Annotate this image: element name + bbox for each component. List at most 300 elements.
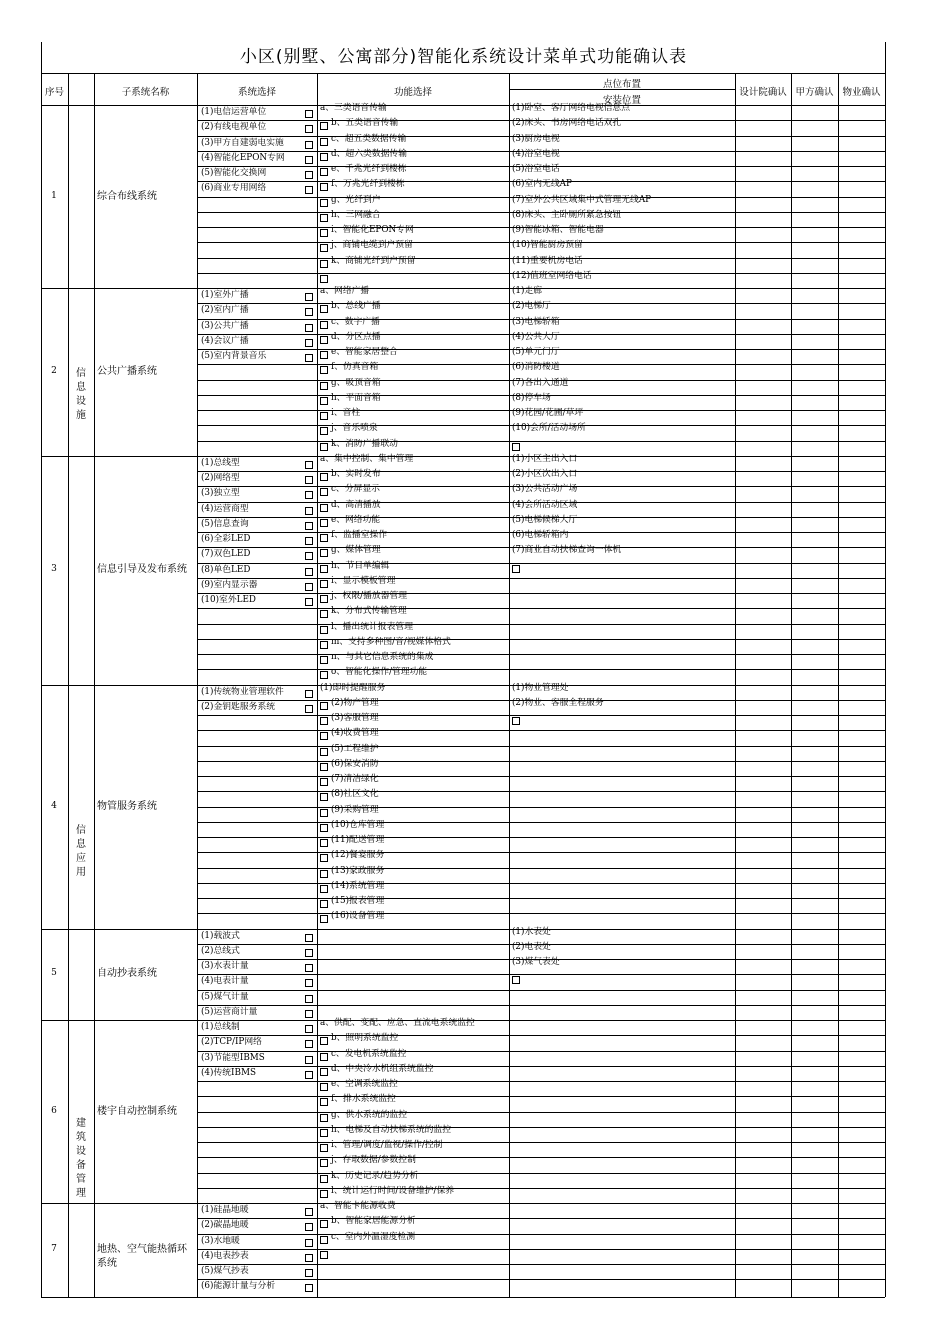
function-checkbox[interactable]	[320, 580, 328, 588]
row-line	[197, 1081, 885, 1082]
function-checkbox[interactable]	[320, 870, 328, 878]
location-option: (1)物业管理处	[512, 682, 569, 693]
system-checkbox[interactable]	[305, 491, 313, 499]
system-checkbox[interactable]	[305, 1010, 313, 1018]
location-option: (3)煤气表处	[512, 957, 560, 967]
system-option: (8)单色LED	[201, 564, 251, 575]
system-checkbox[interactable]	[305, 156, 313, 164]
function-checkbox[interactable]	[320, 351, 328, 359]
function-option: f、监播室操作	[331, 530, 388, 540]
function-checkbox[interactable]	[320, 1114, 328, 1122]
system-option: (6)商业专用网络	[201, 183, 267, 194]
system-checkbox[interactable]	[305, 1254, 313, 1262]
system-checkbox[interactable]	[305, 1284, 313, 1292]
row-line	[197, 1157, 885, 1158]
function-option: i、音柱	[331, 408, 361, 418]
function-checkbox[interactable]	[320, 717, 328, 725]
function-option: g、供水系统的监控	[331, 1109, 408, 1120]
function-option: (15)报表管理	[331, 896, 385, 906]
function-option: d、分区点播	[331, 331, 381, 342]
function-checkbox[interactable]	[320, 793, 328, 801]
section-boundary	[41, 1203, 885, 1204]
function-checkbox[interactable]	[320, 1236, 328, 1244]
subsystem-name: 信息引导及发布系统	[97, 564, 187, 576]
location-option: (10)会所/活动场所	[512, 423, 586, 434]
function-checkbox[interactable]	[320, 473, 328, 481]
location-option: (3)电梯轿箱	[512, 316, 560, 327]
function-option: b、实时发布	[331, 469, 381, 479]
function-option: (13)家政服务	[331, 865, 385, 876]
system-checkbox[interactable]	[305, 125, 313, 133]
function-option: h、电梯及自动扶梯系统的监控	[331, 1124, 452, 1135]
function-option: (11)配送管理	[331, 835, 385, 845]
row-line	[197, 1127, 885, 1128]
function-checkbox[interactable]	[320, 595, 328, 603]
location-option: (12)值班室网络电话	[512, 270, 592, 281]
system-option: (1)总线制	[201, 1022, 240, 1032]
location-checkbox[interactable]	[512, 976, 520, 984]
row-line	[197, 1279, 885, 1280]
function-option: k、商铺光纤到户预留	[331, 255, 416, 266]
page-title: 小区(别墅、公寓部分)智能化系统设计菜单式功能确认表	[239, 47, 688, 67]
location-option: (4)会所活动区域	[512, 499, 578, 510]
location-option: (9)智能冰箱、智能电器	[512, 225, 604, 235]
row-line	[197, 1035, 885, 1036]
function-checkbox[interactable]	[320, 824, 328, 832]
function-option: c、发电机系统监控	[331, 1048, 407, 1059]
function-checkbox[interactable]	[320, 275, 328, 283]
function-checkbox[interactable]	[320, 488, 328, 496]
function-option: d、高清播放	[331, 499, 381, 510]
table-top-border	[41, 73, 885, 74]
system-option: (5)智能化交换网	[201, 168, 267, 178]
function-checkbox[interactable]	[320, 504, 328, 512]
row-line	[197, 1066, 885, 1067]
function-option: e、智能家居整合	[331, 347, 398, 357]
function-option: j、存取数据/参数控制	[331, 1155, 416, 1166]
system-checkbox[interactable]	[305, 949, 313, 957]
function-option: e、千兆光纤到楼栋	[331, 164, 407, 174]
function-checkbox[interactable]	[320, 336, 328, 344]
function-checkbox[interactable]	[320, 153, 328, 161]
system-option: (3)独立型	[201, 488, 240, 499]
system-checkbox[interactable]	[305, 568, 313, 576]
system-checkbox[interactable]	[305, 522, 313, 530]
row-line	[197, 1234, 885, 1235]
header-system-choice: 系统选择	[237, 87, 276, 98]
location-option: (2)电梯厅	[512, 301, 551, 312]
function-option: b、五类语音传输	[331, 118, 399, 129]
section-boundary	[41, 456, 885, 457]
system-option: (3)节能型IBMS	[201, 1052, 265, 1063]
function-option: (1)即时提醒服务	[320, 682, 386, 693]
function-option: d、超六类数据传输	[331, 148, 408, 159]
row-line	[197, 654, 885, 655]
group-label: 信息设施	[76, 367, 86, 421]
function-checkbox[interactable]	[320, 565, 328, 573]
section-seq: 6	[51, 1105, 57, 1116]
function-checkbox[interactable]	[320, 854, 328, 862]
system-checkbox[interactable]	[305, 1071, 313, 1079]
function-checkbox[interactable]	[320, 641, 328, 649]
system-checkbox[interactable]	[305, 598, 313, 606]
table-right-border	[885, 42, 886, 1297]
row-line	[197, 1264, 885, 1265]
location-option: (1)小区主出入口	[512, 453, 578, 464]
header-subsystem: 子系统名称	[121, 87, 170, 98]
function-checkbox[interactable]	[320, 656, 328, 664]
function-checkbox[interactable]	[320, 732, 328, 740]
function-checkbox[interactable]	[320, 1083, 328, 1091]
location-option: (2)电表处	[512, 941, 551, 952]
function-option: (14)系统管理	[331, 880, 385, 891]
row-line	[197, 807, 885, 808]
section-seq: 3	[51, 564, 57, 575]
row-line	[197, 883, 885, 884]
system-checkbox[interactable]	[305, 1056, 313, 1064]
section-seq: 2	[51, 365, 57, 376]
function-checkbox[interactable]	[320, 138, 328, 146]
function-checkbox[interactable]	[320, 1098, 328, 1106]
system-checkbox[interactable]	[305, 1223, 313, 1231]
header-seq: 序号	[44, 87, 64, 98]
function-option: k、消防广播联动	[331, 438, 398, 449]
row-line	[197, 639, 885, 640]
section-boundary	[41, 105, 885, 106]
system-checkbox[interactable]	[305, 1239, 313, 1247]
system-option: (2)有线电视单位	[201, 122, 267, 133]
function-checkbox[interactable]	[320, 1251, 328, 1259]
function-checkbox[interactable]	[320, 549, 328, 557]
section-seq: 7	[51, 1244, 57, 1254]
system-checkbox[interactable]	[305, 979, 313, 987]
system-option: (3)公共广播	[201, 320, 249, 331]
subsystem-name: 自动抄表系统	[97, 968, 157, 980]
function-checkbox[interactable]	[320, 519, 328, 527]
location-option: (1)水表处	[512, 926, 551, 937]
system-checkbox[interactable]	[305, 110, 313, 118]
location-option: (7)各出入通道	[512, 377, 569, 388]
system-option: (2)金钥匙服务系统	[201, 701, 276, 712]
row-line	[197, 746, 885, 747]
function-checkbox[interactable]	[320, 1053, 328, 1061]
system-option: (1)硅晶地暖	[201, 1205, 249, 1215]
system-checkbox[interactable]	[305, 308, 313, 316]
section-seq: 4	[51, 800, 57, 811]
row-line	[197, 669, 885, 670]
function-checkbox[interactable]	[320, 229, 328, 237]
function-checkbox[interactable]	[320, 321, 328, 329]
system-checkbox[interactable]	[305, 324, 313, 332]
section-seq: 1	[51, 190, 57, 201]
function-option: (8)社区文化	[331, 789, 379, 800]
row-line	[197, 1096, 885, 1097]
function-checkbox[interactable]	[320, 427, 328, 435]
function-option: i、显示模板管理	[331, 575, 396, 586]
grid-line	[94, 73, 95, 105]
system-checkbox[interactable]	[305, 186, 313, 194]
system-checkbox[interactable]	[305, 339, 313, 347]
header-party-a-confirm: 甲方确认	[795, 87, 834, 98]
function-option: b、照明系统监控	[331, 1033, 399, 1044]
system-checkbox[interactable]	[305, 995, 313, 1003]
row-line	[197, 1249, 885, 1250]
function-option: k、分布式传输管理	[331, 606, 407, 617]
group-divider	[94, 105, 95, 685]
row-line	[197, 791, 885, 792]
row-line	[197, 593, 885, 594]
system-option: (2)室内广播	[201, 305, 249, 316]
system-option: (5)煤气计量	[201, 991, 249, 1002]
system-checkbox[interactable]	[305, 461, 313, 469]
function-option: f、万兆光纤到楼栋	[331, 179, 405, 190]
location-option: (5)单元门厅	[512, 347, 560, 357]
function-option: (16)设备管理	[331, 911, 385, 922]
function-checkbox[interactable]	[320, 412, 328, 420]
system-checkbox[interactable]	[305, 705, 313, 713]
location-option: (6)电梯轿箱内	[512, 530, 569, 540]
function-checkbox[interactable]	[320, 626, 328, 634]
function-option: f、排水系统监控	[331, 1094, 396, 1105]
function-checkbox[interactable]	[320, 778, 328, 786]
system-checkbox[interactable]	[305, 934, 313, 942]
system-option: (2)总线式	[201, 945, 240, 956]
system-option: (1)载波式	[201, 930, 240, 941]
system-option: (7)双色LED	[201, 549, 251, 560]
function-checkbox[interactable]	[320, 260, 328, 268]
function-checkbox[interactable]	[320, 214, 328, 222]
function-checkbox[interactable]	[320, 702, 328, 710]
system-option: (2)网络型	[201, 473, 240, 483]
function-option: e、网络功能	[331, 514, 381, 525]
location-option: (7)商业自动扶梯查询一体机	[512, 545, 622, 556]
row-line	[197, 776, 885, 777]
function-checkbox[interactable]	[320, 382, 328, 390]
header-design-confirm: 设计院确认	[739, 87, 787, 98]
function-checkbox[interactable]	[320, 168, 328, 176]
function-option: f、仿真音箱	[331, 362, 379, 373]
group-divider	[94, 1020, 95, 1297]
function-option: (4)收费管理	[331, 728, 379, 739]
function-checkbox[interactable]	[320, 397, 328, 405]
row-line	[197, 761, 885, 762]
system-option: (2)碳晶地暖	[201, 1220, 249, 1231]
system-checkbox[interactable]	[305, 293, 313, 301]
row-line	[197, 822, 885, 823]
header-sub-divider	[509, 89, 735, 90]
system-checkbox[interactable]	[305, 507, 313, 515]
row-line	[197, 913, 885, 914]
location-option: (6)消防楼道	[512, 362, 560, 373]
row-line	[197, 563, 885, 564]
function-checkbox[interactable]	[320, 183, 328, 191]
system-option: (4)电表计量	[201, 976, 249, 987]
row-line	[197, 1051, 885, 1052]
function-option: (3)客服管理	[331, 713, 379, 723]
location-option: (9)花园/花圃/草坪	[512, 408, 584, 418]
function-option: i、智能化EPON专网	[331, 225, 414, 235]
location-option: (4)公共大厅	[512, 331, 560, 342]
function-option: g、媒体管理	[331, 545, 381, 556]
function-checkbox[interactable]	[320, 1159, 328, 1167]
location-option: (6)室内无线AP	[512, 179, 572, 190]
row-line	[197, 990, 885, 991]
row-line	[197, 441, 885, 442]
location-option: (1)卧室、客厅网络电视信息点	[512, 103, 631, 113]
header-property-confirm: 物业确认	[842, 87, 881, 98]
group-label: 信息应用	[76, 825, 86, 879]
system-checkbox[interactable]	[305, 1040, 313, 1048]
row-line	[197, 837, 885, 838]
system-option: (1)传统物业管理软件	[201, 686, 284, 697]
function-checkbox[interactable]	[320, 1220, 328, 1228]
system-checkbox[interactable]	[305, 141, 313, 149]
location-checkbox[interactable]	[512, 717, 520, 725]
function-option: n、与其它信息系统的集成	[331, 652, 434, 662]
function-option: j、音乐喷泉	[331, 423, 378, 434]
function-checkbox[interactable]	[320, 1068, 328, 1076]
function-option: m、支持多种图/音/视媒体格式	[331, 636, 451, 647]
function-checkbox[interactable]	[320, 244, 328, 252]
location-option: (2)小区次出入口	[512, 469, 578, 479]
system-option: (5)信息查询	[201, 518, 249, 529]
function-option: l、播出统计报表管理	[331, 621, 413, 632]
function-checkbox[interactable]	[320, 443, 328, 451]
location-option: (2)床头、书房网络电话双孔	[512, 118, 622, 129]
function-checkbox[interactable]	[320, 915, 328, 923]
location-option: (4)浴室电视	[512, 148, 560, 159]
function-option: a、智能卡能源收费	[320, 1201, 396, 1211]
function-option: h、节目单编辑	[331, 560, 390, 571]
system-option: (5)室内背景音乐	[201, 351, 267, 361]
row-line	[197, 1112, 885, 1113]
function-option: j、权限/播放器管理	[331, 591, 408, 601]
function-checkbox[interactable]	[320, 1190, 328, 1198]
group-divider	[94, 685, 95, 1021]
system-checkbox[interactable]	[305, 171, 313, 179]
system-checkbox[interactable]	[305, 552, 313, 560]
row-line	[197, 898, 885, 899]
function-checkbox[interactable]	[320, 900, 328, 908]
function-option: i、管理/调度/监视/操作/控制	[331, 1140, 443, 1150]
system-option: (10)室外LED	[201, 595, 256, 605]
function-option: c、室内外温湿度检测	[331, 1231, 416, 1242]
row-line	[197, 868, 885, 869]
function-checkbox[interactable]	[320, 610, 328, 618]
function-checkbox[interactable]	[320, 839, 328, 847]
function-checkbox[interactable]	[320, 1129, 328, 1137]
system-option: (5)煤气抄表	[201, 1266, 249, 1276]
row-line	[197, 1173, 885, 1174]
function-option: (2)物产管理	[331, 697, 379, 708]
function-checkbox[interactable]	[320, 122, 328, 130]
row-line	[197, 578, 885, 579]
function-checkbox[interactable]	[320, 1037, 328, 1045]
system-option: (4)智能化EPON专网	[201, 152, 285, 163]
system-option: (1)总线型	[201, 457, 240, 468]
row-line	[197, 1142, 885, 1143]
system-option: (3)甲方自建弱电实施	[201, 137, 284, 148]
function-option: a、网络广播	[320, 286, 370, 296]
function-checkbox[interactable]	[320, 305, 328, 313]
group-label: 建筑设备管理	[76, 1117, 86, 1199]
subsystem-name: 物管服务系统	[97, 800, 157, 812]
system-checkbox[interactable]	[305, 476, 313, 484]
function-option: c、数字广播	[331, 316, 380, 327]
function-checkbox[interactable]	[320, 671, 328, 679]
header-function-choice: 功能选择	[393, 87, 432, 98]
function-checkbox[interactable]	[320, 1175, 328, 1183]
system-checkbox[interactable]	[305, 964, 313, 972]
function-option: k、历史记录/趋势分析	[331, 1170, 419, 1181]
section-seq: 5	[51, 968, 57, 979]
row-line	[197, 730, 885, 731]
location-option: (2)物业、客服全程服务	[512, 697, 604, 708]
system-option: (9)室内显示器	[201, 579, 258, 590]
location-option: (3)厨房电视	[512, 133, 560, 144]
system-option: (3)水表计量	[201, 961, 249, 971]
function-option: (5)工程维护	[331, 743, 379, 754]
function-checkbox[interactable]	[320, 748, 328, 756]
row-line	[197, 1218, 885, 1219]
function-checkbox[interactable]	[320, 885, 328, 893]
function-option: e、空调系统监控	[331, 1079, 398, 1089]
function-checkbox[interactable]	[320, 809, 328, 817]
location-option: (8)床头、主卧厕所紧急按钮	[512, 209, 622, 220]
system-checkbox[interactable]	[305, 537, 313, 545]
function-option: a、供配、变配、应急、直流电系统监控	[320, 1018, 475, 1028]
table-bottom-border	[41, 1297, 885, 1298]
function-checkbox[interactable]	[320, 199, 328, 207]
system-checkbox[interactable]	[305, 1208, 313, 1216]
function-checkbox[interactable]	[320, 1144, 328, 1152]
system-checkbox[interactable]	[305, 1025, 313, 1033]
system-checkbox[interactable]	[305, 354, 313, 362]
function-option: l、统计运行时间/设备维护/保养	[331, 1185, 455, 1196]
function-checkbox[interactable]	[320, 366, 328, 374]
system-checkbox[interactable]	[305, 690, 313, 698]
system-option: (4)传统IBMS	[201, 1067, 257, 1078]
section-boundary	[41, 685, 885, 686]
section-boundary	[41, 288, 885, 289]
function-option: c、分屏显示	[331, 484, 380, 495]
row-line	[197, 974, 885, 975]
function-option: b、总线广播	[331, 301, 381, 312]
function-option: c、超五类数据传输	[331, 133, 407, 144]
function-option: (7)清洁绿化	[331, 774, 379, 784]
system-checkbox[interactable]	[305, 1269, 313, 1277]
location-checkbox[interactable]	[512, 443, 520, 451]
row-line	[197, 852, 885, 853]
system-option: (4)会议广播	[201, 335, 249, 346]
location-option: (11)重要机房电话	[512, 255, 583, 266]
system-option: (1)电信运营单位	[201, 107, 267, 117]
location-checkbox[interactable]	[512, 565, 520, 573]
function-option: (12)餐宴服务	[331, 850, 385, 861]
function-option: a、集中控制、集中管理	[320, 453, 414, 464]
function-checkbox[interactable]	[320, 534, 328, 542]
system-option: (6)全彩LED	[201, 534, 251, 544]
location-option: (5)电梯候梯大厅	[512, 514, 578, 525]
location-option: (10)智能厨房预留	[512, 240, 583, 251]
subsystem-name: 楼宇自动控制系统	[97, 1105, 177, 1117]
function-option: g、光纤到户	[331, 194, 381, 205]
function-checkbox[interactable]	[320, 763, 328, 771]
function-option: (9)采购管理	[331, 804, 379, 815]
row-line	[197, 624, 885, 625]
system-checkbox[interactable]	[305, 583, 313, 591]
row-line	[197, 715, 885, 716]
